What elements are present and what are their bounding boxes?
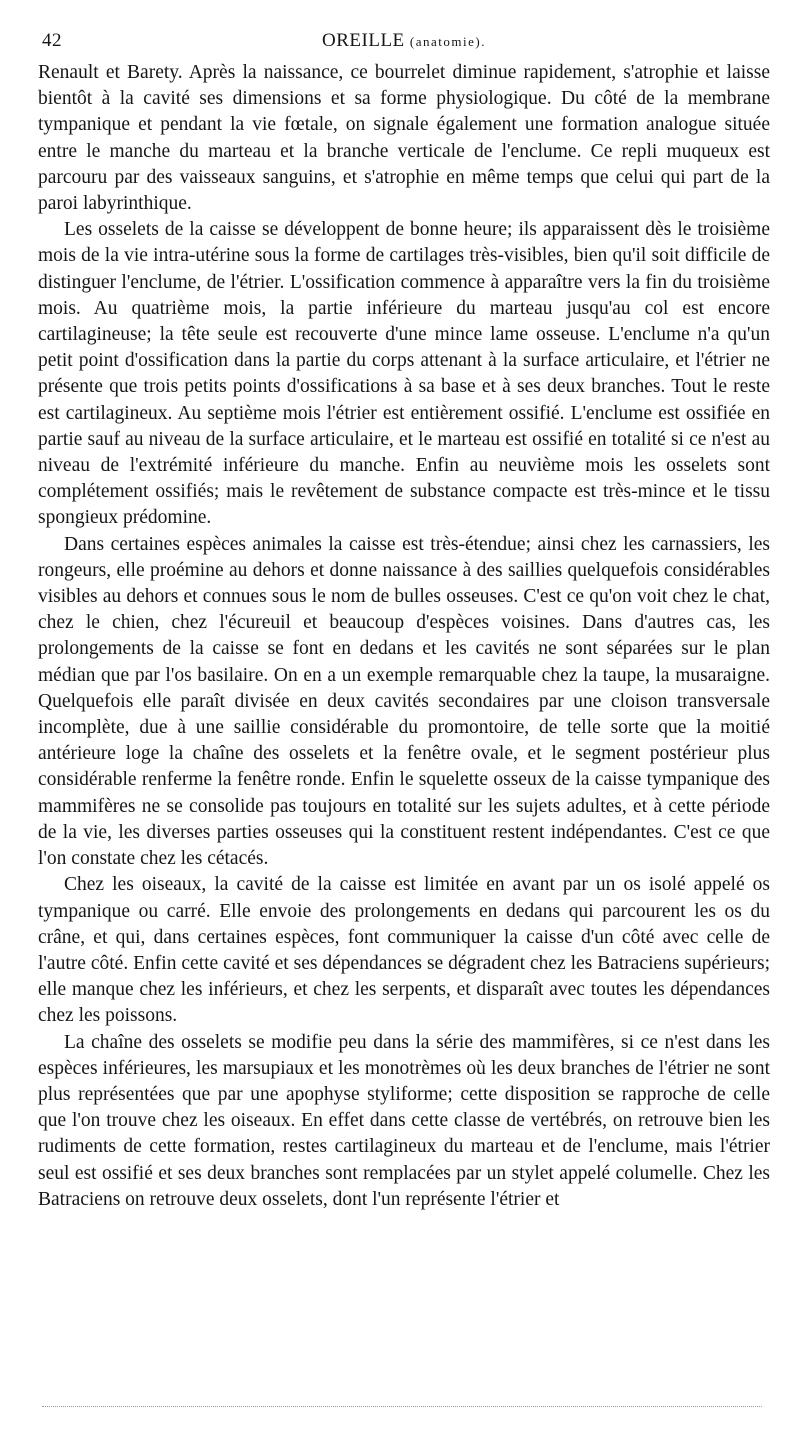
running-title-subtitle: (anatomie). <box>409 34 486 49</box>
page-number: 42 <box>42 30 62 51</box>
paragraph-ossicle-chain: La chaîne des osselets se modifie peu dans la série des mammifères, si ce n'est dans les espèces inférieures, les marsupiaux et les monotrèmes où les deux branches de l'étrier ne sont plus représentées que par une apophyse styliforme; cette disposition se rapproche de celle que l'on trouve chez les oiseaux. En effet dans cette classe de vertébrés, on retrouve bien les rudiments de cette formation, restes cartilagineux du marteau et de l'enclume, mais l'étrier seul est ossifié et ses deux branches sont remplacées par un stylet appelé columelle. Chez les Batraciens on retrouve deux osselets, dont l'un représente l'étrier et <box>38 1031 770 1210</box>
footer-rule <box>42 1406 762 1407</box>
paragraph-animal-species: Dans certaines espèces animales la caisse est très-étendue; ainsi chez les carnassiers, les rongeurs, elle proémine au dehors et donne naissance à des saillies quelquefois considérables visibles au dehors et connues sous le nom de bulles osseuses. C'est ce qu'on voit chez le chat, chez le chien, chez l'écureuil et beaucoup d'espèces voisines. Dans d'autres cas, les prolongements de la caisse se font en dedans et les cavités ne sont séparées sur le plan médian que par l'os basilaire. On en a un exemple remarquable chez la taupe, la musaraigne. Quelquefois elle paraît divisée en deux cavités secondaires par une cloison transversale incomplète, due à une saillie considérable du promontoire, de telle sorte que la moitié antérieure loge la chaîne des osselets et la fenêtre ovale, et le segment postérieur plus considérable renferme la fenêtre ronde. Enfin le squelette osseux de la caisse tympanique des mammifères ne se consolide pas toujours en totalité sur les sujets adultes, et à cette période de la vie, les diverses parties osseuses qui la constituent restent indépendantes. C'est ce que l'on constate chez les cétacés. <box>38 533 770 870</box>
paragraph-birds: Chez les oiseaux, la cavité de la caisse est limitée en avant par un os isolé appelé os tympanique ou carré. Elle envoie des prolongements en dedans qui parcourent les os du crâne, et qui, dans certaines espèces, font communiquer la caisse d'un côté avec celle de l'autre côté. Enfin cette cavité et ses dépendances se dégradent chez les Batraciens supérieurs; elle manque chez les inférieurs, et chez les serpents, et disparaît avec toutes les dépendances chez les poissons. <box>38 874 770 1027</box>
body-text <box>38 60 770 1213</box>
running-title-main: OREILLE <box>322 30 405 51</box>
paragraph-ossicle-development: Les osselets de la caisse se développent de bonne heure; ils apparaissent dès le troisième mois de la vie intra-utérine sous la forme de cartilages très-visibles, bien qu'il soit difficile de distinguer l'enclume, de l'étrier. L'ossification commence à apparaître vers la fin du troisième mois. Au quatrième mois, la partie inférieure du marteau jusqu'au col est encore cartilagineuse; la tête seule est recouverte d'une mince lame osseuse. L'enclume n'a qu'un petit point d'ossification dans la partie du corps attenant à la surface articulaire, et l'étrier ne présente que trois petits points d'ossifications à sa base et à ses deux branches. Tout le reste est cartilagineux. Au septième mois l'étrier est entièrement ossifié. L'enclume est ossifiée en partie sauf au niveau de la surface articulaire, et le marteau est ossifié en totalité si ce n'est au niveau de l'extrémité inférieure du manche. Enfin au neuvième mois les osselets sont complétement ossifiés; mais le revêtement de substance compacte est très-mince et le tissu spongieux prédomine. <box>38 219 770 529</box>
paragraph-continuation: Renault et Barety. Après la naissance, ce bourrelet diminue rapidement, s'atrophie et laisse bientôt à la cavité ses dimensions et sa forme physiologique. Du côté de la membrane tympanique et pendant la vie fœtale, on signale également une formation analogue située entre le manche du marteau et la branche verticale de l'enclume. Ce repli muqueux est parcouru par des vaisseaux sanguins, et s'atrophie en même temps que celui qui part de la paroi labyrinthique. <box>38 62 770 215</box>
book-page <box>38 0 770 1445</box>
running-head <box>38 30 770 56</box>
running-title <box>38 30 770 52</box>
